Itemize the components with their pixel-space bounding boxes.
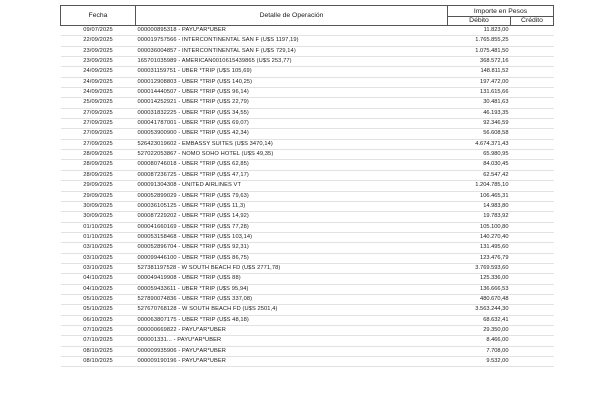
row-credit bbox=[511, 284, 554, 294]
row-date: 03/10/2025 bbox=[83, 244, 113, 251]
row-debit: 84.030,45 bbox=[483, 161, 509, 168]
row-date: 30/09/2025 bbox=[83, 213, 113, 220]
column-header-credito: Crédito bbox=[511, 17, 554, 26]
row-debit: 62.547,42 bbox=[483, 171, 509, 178]
row-date: 27/09/2025 bbox=[83, 109, 113, 116]
row-date: 27/09/2025 bbox=[83, 140, 113, 147]
row-credit bbox=[511, 325, 554, 335]
row-debit: 1.204.785,10 bbox=[475, 182, 509, 189]
row-credit bbox=[511, 98, 554, 108]
row-detail: 000000669822 - PAYU*AR*UBER bbox=[137, 326, 226, 333]
table-row bbox=[61, 222, 554, 232]
row-credit bbox=[511, 305, 554, 315]
row-credit bbox=[511, 357, 554, 367]
row-detail: 000036004857 - INTERCONTINENTAL SAN F (U$S 729,14) bbox=[137, 47, 296, 54]
table-row bbox=[61, 263, 554, 273]
column-header-fecha: Fecha bbox=[61, 6, 136, 26]
row-detail: 000087236725 - UBER *TRIP (U$S 47,17) bbox=[137, 171, 249, 178]
statement-sheet bbox=[60, 5, 553, 367]
row-credit bbox=[511, 294, 554, 304]
row-credit bbox=[511, 150, 554, 160]
row-date: 23/09/2025 bbox=[83, 58, 113, 65]
table-row bbox=[61, 325, 554, 335]
row-detail: 000053158468 - UBER *TRIP (U$S 103,14) bbox=[137, 233, 253, 240]
row-debit: 148.811,52 bbox=[480, 68, 509, 75]
table-row bbox=[61, 181, 554, 191]
row-credit bbox=[511, 67, 554, 77]
table-row bbox=[61, 119, 554, 129]
row-detail: 526423019602 - EMBASSY SUITES (U$S 3470,14) bbox=[137, 140, 273, 147]
row-debit: 4.674.371,43 bbox=[475, 140, 509, 147]
table-row bbox=[61, 26, 554, 36]
row-credit bbox=[511, 315, 554, 325]
table-row bbox=[61, 46, 554, 56]
table-row bbox=[61, 315, 554, 325]
row-detail: 000001331... - PAYU*AR*UBER bbox=[137, 337, 222, 344]
row-debit: 9.532,00 bbox=[486, 358, 509, 364]
row-debit: 65.980,95 bbox=[483, 151, 509, 158]
row-debit: 11.823,00 bbox=[483, 27, 509, 33]
row-date: 28/09/2025 bbox=[83, 161, 113, 168]
row-date: 09/07/2025 bbox=[83, 27, 113, 33]
table-row bbox=[61, 274, 554, 284]
row-date: 24/09/2025 bbox=[83, 89, 113, 96]
row-date: 01/10/2025 bbox=[83, 223, 113, 230]
row-detail: 000080746018 - UBER *TRIP (U$S 62,85) bbox=[137, 161, 249, 168]
row-debit: 8.466,00 bbox=[486, 337, 509, 344]
row-detail: 000009190196 - PAYU*AR*UBER bbox=[137, 358, 226, 364]
row-credit bbox=[511, 181, 554, 191]
table-row bbox=[61, 77, 554, 87]
row-debit: 14.983,80 bbox=[483, 202, 509, 209]
row-date: 04/10/2025 bbox=[83, 275, 113, 282]
row-date: 29/09/2025 bbox=[83, 182, 113, 189]
table-row bbox=[61, 98, 554, 108]
row-debit: 105.100,80 bbox=[480, 223, 509, 230]
row-date: 24/09/2025 bbox=[83, 68, 113, 75]
row-date: 23/09/2025 bbox=[83, 47, 113, 54]
row-date: 28/09/2025 bbox=[83, 171, 113, 178]
table-row bbox=[61, 294, 554, 304]
row-date: 03/10/2025 bbox=[83, 264, 113, 271]
row-debit: 68.632,41 bbox=[483, 316, 509, 323]
row-detail: 000041787001 - UBER *TRIP (U$S 69,07) bbox=[137, 120, 249, 127]
row-credit bbox=[511, 26, 554, 36]
row-detail: 000052899029 - UBER *TRIP (U$S 79,63) bbox=[137, 192, 249, 199]
row-detail: 000052896704 - UBER *TRIP (U$S 92,31) bbox=[137, 244, 249, 251]
row-date: 22/09/2025 bbox=[83, 37, 113, 44]
row-debit: 3.769.593,60 bbox=[475, 264, 509, 271]
row-credit bbox=[511, 139, 554, 149]
row-detail: 527670768128 - W SOUTH BEACH FD (U$S 2501,4) bbox=[137, 306, 278, 313]
row-detail: 000012908803 - UBER *TRIP (U$S 140,25) bbox=[137, 78, 253, 85]
row-credit bbox=[511, 201, 554, 211]
row-date: 29/09/2025 bbox=[83, 192, 113, 199]
row-debit: 1.765.855,25 bbox=[475, 37, 509, 44]
row-credit bbox=[511, 57, 554, 67]
row-date: 28/09/2025 bbox=[83, 151, 113, 158]
table-row bbox=[61, 346, 554, 356]
row-detail: 000059433611 - UBER *TRIP (U$S 95,94) bbox=[137, 285, 249, 292]
column-header-debito: Débito bbox=[448, 17, 511, 26]
row-detail: 000091304308 - UNITED AIRLINES VT bbox=[137, 182, 242, 189]
row-debit: 30.481,63 bbox=[483, 99, 509, 106]
table-row bbox=[61, 243, 554, 253]
row-date: 07/10/2025 bbox=[83, 326, 113, 333]
row-detail: 000019757566 - INTERCONTINENTAL SAN F (U$S 1197,19) bbox=[137, 37, 299, 44]
row-credit bbox=[511, 119, 554, 129]
row-detail: 527890074836 - UBER *TRIP (U$S 337,08) bbox=[137, 295, 253, 302]
table-row bbox=[61, 139, 554, 149]
row-credit bbox=[511, 160, 554, 170]
row-credit bbox=[511, 46, 554, 56]
row-detail: 000014252921 - UBER *TRIP (U$S 22,79) bbox=[137, 99, 249, 106]
row-credit bbox=[511, 232, 554, 242]
row-debit: 368.572,16 bbox=[480, 58, 509, 65]
row-credit bbox=[511, 336, 554, 346]
row-debit: 480.670,48 bbox=[480, 295, 509, 302]
table-row bbox=[61, 201, 554, 211]
row-date: 03/10/2025 bbox=[83, 254, 113, 261]
column-header-detalle: Detalle de Operación bbox=[136, 6, 448, 26]
row-credit bbox=[511, 243, 554, 253]
row-credit bbox=[511, 170, 554, 180]
table-row bbox=[61, 284, 554, 294]
row-detail: 000063807175 - UBER *TRIP (U$S 48,18) bbox=[137, 316, 249, 323]
row-credit bbox=[511, 191, 554, 201]
table-row bbox=[61, 253, 554, 263]
table-row bbox=[61, 88, 554, 98]
row-detail: 000014440507 - UBER *TRIP (U$S 96,14) bbox=[137, 89, 249, 96]
row-detail: 000000895318 - PAYU*AR*UBER bbox=[137, 27, 226, 33]
row-date: 05/10/2025 bbox=[83, 295, 113, 302]
row-date: 25/09/2025 bbox=[83, 99, 113, 106]
row-debit: 7.708,00 bbox=[486, 347, 509, 354]
row-debit: 131.495,60 bbox=[480, 244, 509, 251]
row-debit: 125.336,00 bbox=[480, 275, 509, 282]
row-credit bbox=[511, 77, 554, 87]
row-credit bbox=[511, 108, 554, 118]
row-detail: 000053900900 - UBER *TRIP (U$S 42,34) bbox=[137, 130, 249, 137]
row-debit: 46.193,35 bbox=[483, 109, 509, 116]
table-row bbox=[61, 108, 554, 118]
column-header-importe: Importe en Pesos bbox=[448, 6, 554, 17]
table-row bbox=[61, 129, 554, 139]
row-detail: 165701035989 - AMERICAN0010615439865 (U$S 253,77) bbox=[137, 58, 292, 65]
row-detail: 000099446100 - UBER *TRIP (U$S 86,75) bbox=[137, 254, 249, 261]
table-row bbox=[61, 305, 554, 315]
row-detail: 000087229202 - UBER *TRIP (U$S 14,92) bbox=[137, 213, 249, 220]
row-credit bbox=[511, 253, 554, 263]
transactions-table bbox=[60, 5, 554, 367]
row-date: 08/10/2025 bbox=[83, 358, 113, 364]
table-row bbox=[61, 170, 554, 180]
row-detail: 000031832225 - UBER *TRIP (U$S 34,55) bbox=[137, 109, 249, 116]
row-credit bbox=[511, 36, 554, 46]
row-credit bbox=[511, 263, 554, 273]
row-credit bbox=[511, 222, 554, 232]
row-date: 01/10/2025 bbox=[83, 233, 113, 240]
row-date: 04/10/2025 bbox=[83, 285, 113, 292]
row-date: 27/09/2025 bbox=[83, 120, 113, 127]
row-detail: 000036105125 - UBER *TRIP (U$S 11,3) bbox=[137, 202, 246, 209]
row-debit: 136.666,53 bbox=[480, 285, 509, 292]
row-credit bbox=[511, 212, 554, 222]
row-debit: 29.350,00 bbox=[483, 326, 509, 333]
table-row bbox=[61, 150, 554, 160]
row-date: 07/10/2025 bbox=[83, 337, 113, 344]
row-debit: 19.783,92 bbox=[483, 213, 509, 220]
row-credit bbox=[511, 88, 554, 98]
table-row bbox=[61, 191, 554, 201]
row-detail: 000031159751 - UBER *TRIP (U$S 105,69) bbox=[137, 68, 252, 75]
row-detail: 527381197528 - W SOUTH BEACH FD (U$S 2771,78) bbox=[137, 264, 281, 271]
row-credit bbox=[511, 129, 554, 139]
table-row bbox=[61, 336, 554, 346]
table-row bbox=[61, 36, 554, 46]
row-debit: 131.615,66 bbox=[480, 89, 509, 96]
row-debit: 140.270,40 bbox=[480, 233, 509, 240]
row-date: 06/10/2025 bbox=[83, 316, 113, 323]
row-date: 27/09/2025 bbox=[83, 130, 113, 137]
row-debit: 56.608,58 bbox=[483, 130, 509, 137]
row-date: 05/10/2025 bbox=[83, 306, 113, 313]
row-debit: 106.465,31 bbox=[480, 192, 509, 199]
table-row bbox=[61, 357, 554, 367]
row-credit bbox=[511, 274, 554, 284]
table-row bbox=[61, 160, 554, 170]
row-debit: 92.346,59 bbox=[483, 120, 509, 127]
row-date: 30/09/2025 bbox=[83, 202, 113, 209]
table-row bbox=[61, 57, 554, 67]
row-debit: 197.472,00 bbox=[480, 78, 509, 85]
row-detail: 000009935906 - PAYU*AR*UBER bbox=[137, 347, 226, 354]
table-row bbox=[61, 67, 554, 77]
row-detail: 000041660169 - UBER *TRIP (U$S 77,28) bbox=[137, 223, 249, 230]
table-header bbox=[61, 6, 554, 26]
row-credit bbox=[511, 346, 554, 356]
row-debit: 123.476,79 bbox=[480, 254, 509, 261]
row-detail: 527022053867 - NOMO SOHO HOTEL (U$S 49,35) bbox=[137, 151, 274, 158]
table-row bbox=[61, 232, 554, 242]
row-debit: 1.075.481,50 bbox=[475, 47, 509, 54]
table-body bbox=[61, 26, 554, 367]
table-row bbox=[61, 212, 554, 222]
row-detail: 000049419908 - UBER *TRIP (U$S 88) bbox=[137, 275, 241, 282]
row-date: 24/09/2025 bbox=[83, 78, 113, 85]
row-date: 08/10/2025 bbox=[83, 347, 113, 354]
row-debit: 3.563.244,30 bbox=[475, 306, 509, 313]
